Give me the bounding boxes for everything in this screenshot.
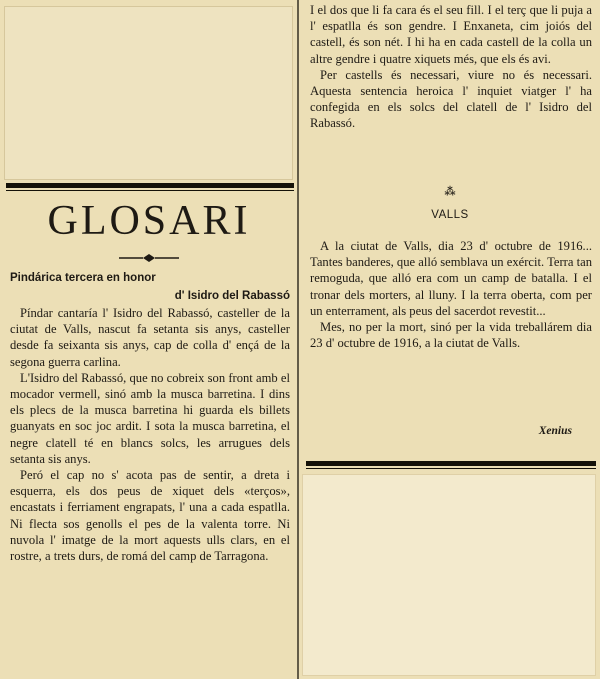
paragraph: Per castells és necessari, viure no és necessari. Aquesta sentencia heroica l' inquiet viatger l' ha confegida en els solcs del clatell de l' Isidro del Rabassó. — [310, 67, 592, 131]
subtitle-line-2: d' Isidro del Rabassó — [174, 290, 290, 302]
rule-bottom — [306, 461, 596, 466]
paragraph: Peró el cap no s' acota pas de sentir, a dreta i esquerra, els dos peus de xiquet dels «terços», encastats i ferriament engrapats, l' una a cada espatlla. Ni flecta sos genolls el pes de la valenta torre. Ni nuvola l' imatge de la mort aquests ulls clars, en el rostre, a trets durs, de romá del camp de Tarragona. — [10, 468, 290, 564]
paragraph: I el dos que li fa cara és el seu fill. I el terç que li puja a l' espatlla és son gendre. I Enxaneta, cim joiós del castell, és son nét. I hi ha en cada castell de la colla un altre gendre i quatre xiquets més, que els és avi. — [310, 3, 592, 66]
right-body-text-bottom — [310, 238, 592, 351]
blank-area-top — [4, 6, 293, 180]
rule-above-title-thin — [6, 190, 294, 191]
right-column — [300, 0, 600, 679]
left-body-text — [10, 305, 290, 564]
right-body-text-top — [310, 2, 592, 132]
section-heading: VALLS — [431, 209, 469, 221]
left-column — [0, 0, 298, 679]
column-divider — [297, 0, 299, 679]
ornament-divider — [117, 252, 181, 264]
paragraph: A la ciutat de Valls, dia 23 d' octubre de 1916... Tantes banderes, que alló semblava un exércit. Terra tan remoguda, que alló era com un camp de batalla. I el tronar dels morters, al lluny. I la terra oberta, com per un enterrament, als peus del sacerdot revestit... — [310, 239, 592, 318]
blank-area-bottom — [302, 474, 596, 676]
paragraph: L'Isidro del Rabassó, que no cobreix son front amb el mocador vermell, sinó amb la musca barretina. I dins els plecs de la musca barretina hi guarda els billets guanyats en soc joc ardit. I sota la musca barretina, el negre clatell té en blancs solcs, les arrugues dels setanta sis anys. — [10, 370, 290, 466]
rule-bottom-thin — [306, 468, 596, 469]
subtitle-line-1: Pindárica tercera en honor — [10, 272, 156, 284]
author-signature: Xenius — [538, 425, 572, 437]
paragraph: Mes, no per la mort, sinó per la vida treballárem dia 23 d' octubre de 1916, a la ciutat de Valls. — [310, 320, 592, 351]
asterism: ⁂ — [444, 186, 456, 198]
paragraph: Píndar cantaría l' Isidro del Rabassó, casteller de la ciutat de Valls, nascut fa setanta sis anys, casteller desde fa seixanta sis anys, cap de colla d' ençá de la segona guerra carlina. — [10, 306, 290, 369]
rule-above-title — [6, 183, 294, 188]
article-title: GLOSARI — [47, 198, 251, 244]
